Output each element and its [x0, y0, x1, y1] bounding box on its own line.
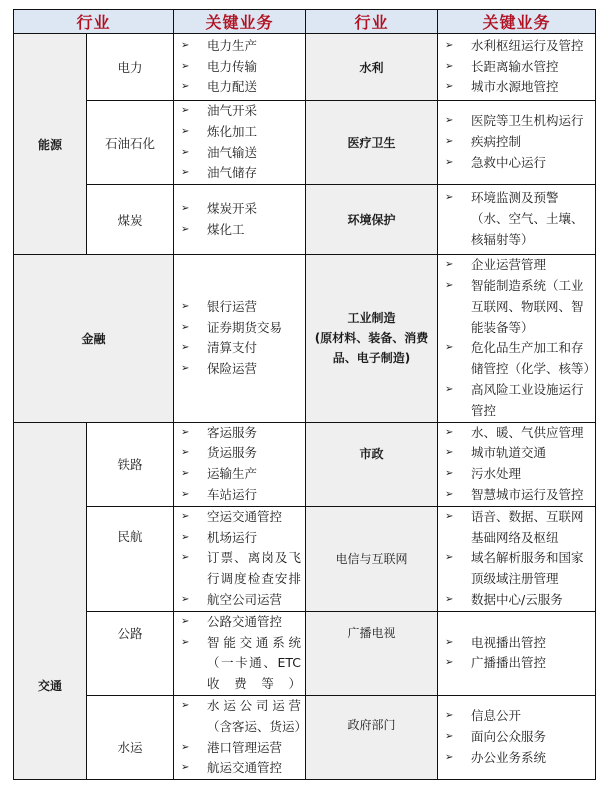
table-row — [14, 34, 596, 101]
list-item: ➢ 面向公众服务 — [438, 727, 595, 748]
list-item: ➢ 煤化工 — [174, 220, 305, 241]
list-item: ➢ 急救中心运行 — [438, 153, 595, 174]
list-item: ➢ 港口管理运营 — [174, 738, 305, 759]
industry-water-conservancy: 水利 — [306, 34, 438, 101]
bullet-arrow-icon: ➢ — [181, 167, 190, 179]
list-item: ➢ 证券期货交易 — [174, 318, 305, 339]
industry-healthcare: 医疗卫生 — [306, 101, 438, 185]
business-list — [174, 255, 306, 422]
bullet-arrow-icon: ➢ — [445, 115, 454, 127]
list-item: ➢ 智能交通系统（一卡通、ETC收费等） — [181, 634, 302, 692]
bullet-arrow-icon: ➢ — [445, 383, 454, 395]
bullet-arrow-icon: ➢ — [181, 202, 190, 214]
business-list — [438, 255, 596, 422]
list-item: ➢ 企业运营管理 — [438, 255, 595, 276]
bullet-arrow-icon: ➢ — [445, 447, 454, 459]
list-item: ➢ 订票、离岗及飞行调度检查安排 — [181, 550, 302, 587]
list-item: ➢ 高风险工业设施运行管控 — [445, 381, 584, 418]
bullet-arrow-icon: ➢ — [181, 510, 190, 522]
table-row — [14, 185, 596, 255]
table-row — [14, 422, 596, 506]
list-item: ➢ 疾病控制 — [438, 132, 595, 153]
bullet-arrow-icon: ➢ — [181, 342, 190, 354]
list-item: ➢ 炼化加工 — [174, 122, 305, 143]
bullet-arrow-icon: ➢ — [445, 60, 454, 72]
industry-environmental-protection: 环境保护 — [306, 185, 438, 255]
list-item: ➢ 保险运营 — [174, 359, 305, 380]
list-item: ➢ 银行运营 — [174, 297, 305, 318]
list-item: ➢ 油气储存 — [174, 163, 305, 184]
bullet-arrow-icon: ➢ — [445, 731, 454, 743]
header-row — [14, 10, 596, 34]
list-item: ➢ 车站运行 — [174, 485, 305, 506]
list-item: ➢ 航空公司运营 — [174, 590, 305, 611]
industry-manufacturing-label: 工业制造 — [347, 311, 396, 326]
bullet-arrow-icon: ➢ — [445, 39, 454, 51]
list-item: ➢ 办公业务系统 — [438, 748, 595, 769]
sub-industry-railway: 铁路 — [87, 422, 174, 506]
list-item: ➢ 数据中心/云服务 — [438, 590, 595, 611]
business-list — [174, 506, 306, 611]
business-list — [438, 611, 596, 695]
industry-energy: 能源 — [14, 34, 87, 255]
list-item: ➢ 油气输送 — [174, 143, 305, 164]
list-item: ➢ 电力传输 — [174, 57, 305, 78]
list-item: ➢ 危化品生产加工和存储管控（化学、核等） — [445, 340, 597, 377]
industry-finance: 金融 — [14, 255, 174, 422]
industry-municipal: 市政 — [306, 422, 438, 506]
bullet-arrow-icon: ➢ — [445, 156, 454, 168]
bullet-arrow-icon: ➢ — [181, 762, 190, 774]
sub-industry-civil-aviation: 民航 — [87, 506, 174, 611]
list-item: ➢ 智慧城市运行及管控 — [438, 485, 595, 506]
bullet-arrow-icon: ➢ — [181, 39, 190, 51]
table-row — [14, 506, 596, 611]
list-item: ➢ 医院等卫生机构运行 — [438, 111, 595, 132]
table-row — [14, 695, 596, 779]
business-list — [438, 185, 596, 255]
bullet-arrow-icon: ➢ — [181, 146, 190, 158]
bullet-arrow-icon: ➢ — [445, 136, 454, 148]
sub-industry-power: 电力 — [87, 34, 174, 101]
list-item: ➢ 污水处理 — [438, 464, 595, 485]
bullet-arrow-icon: ➢ — [181, 223, 190, 235]
list-item: ➢ 广播播出管控 — [438, 653, 595, 674]
industry-key-business-table — [13, 9, 596, 780]
sub-industry-coal: 煤炭 — [87, 185, 174, 255]
bullet-arrow-icon: ➢ — [181, 81, 190, 93]
business-list — [174, 422, 306, 506]
business-list — [438, 506, 596, 611]
bullet-arrow-icon: ➢ — [445, 593, 454, 605]
list-item: ➢ 油气开采 — [174, 101, 305, 122]
table-row — [14, 101, 596, 185]
bullet-arrow-icon: ➢ — [445, 426, 454, 438]
list-item: ➢ 公路交通管控 — [174, 612, 305, 633]
list-item: ➢ 运输生产 — [174, 464, 305, 485]
bullet-arrow-icon: ➢ — [181, 552, 190, 564]
list-item: ➢ 语音、数据、互联网基础网络及枢纽 — [445, 508, 584, 545]
bullet-arrow-icon: ➢ — [181, 636, 190, 648]
bullet-arrow-icon: ➢ — [181, 105, 190, 116]
list-item: ➢ 电力配送 — [174, 77, 305, 98]
list-item: ➢ 环境监测及预警（水、空气、土壤、核辐射等） — [445, 190, 584, 248]
list-item: ➢ 水、暖、气供应管理 — [438, 423, 595, 444]
business-list — [438, 422, 596, 506]
bullet-arrow-icon: ➢ — [181, 741, 190, 753]
industry-telecom-internet: 电信与互联网 — [306, 506, 438, 611]
business-list — [174, 101, 306, 185]
list-item: ➢ 域名解析服务和国家顶级域注册管理 — [445, 550, 584, 587]
list-item: ➢ 煤炭开采 — [174, 199, 305, 220]
sub-industry-highway: 公路 — [87, 611, 174, 695]
business-list — [174, 34, 306, 101]
header-business-right: 关键业务 — [438, 10, 596, 34]
list-item: ➢ 清算支付 — [174, 338, 305, 359]
bullet-arrow-icon: ➢ — [181, 593, 190, 605]
industry-transport: 交通 — [14, 422, 87, 780]
list-item: ➢ 电视播出管控 — [438, 633, 595, 654]
table-row — [14, 255, 596, 422]
bullet-arrow-icon: ➢ — [181, 321, 190, 333]
list-item: ➢ 信息公开 — [438, 706, 595, 727]
list-item: ➢ 航运交通管控 — [174, 758, 305, 779]
bullet-arrow-icon: ➢ — [181, 426, 190, 438]
list-item: ➢ 水利枢纽运行及管控 — [438, 36, 595, 57]
bullet-arrow-icon: ➢ — [181, 531, 190, 543]
business-list — [174, 695, 306, 779]
list-item: ➢ 水运公司运营（含客运、货运） — [181, 697, 308, 734]
bullet-arrow-icon: ➢ — [181, 125, 190, 137]
header-business-left: 关键业务 — [174, 10, 306, 34]
table-row — [14, 611, 596, 695]
list-item: ➢ 机场运行 — [174, 528, 305, 549]
bullet-arrow-icon: ➢ — [445, 259, 454, 271]
bullet-arrow-icon: ➢ — [445, 510, 454, 522]
industry-manufacturing — [306, 255, 438, 422]
header-industry-right: 行业 — [306, 10, 438, 34]
industry-government: 政府部门 — [306, 695, 438, 779]
bullet-arrow-icon: ➢ — [445, 192, 454, 204]
sub-industry-waterway: 水运 — [87, 695, 174, 779]
bullet-arrow-icon: ➢ — [181, 468, 190, 480]
bullet-arrow-icon: ➢ — [445, 636, 454, 648]
bullet-arrow-icon: ➢ — [445, 488, 454, 500]
list-item: ➢ 电力生产 — [174, 36, 305, 57]
bullet-arrow-icon: ➢ — [445, 710, 454, 722]
bullet-arrow-icon: ➢ — [445, 657, 454, 669]
sub-industry-petrochemical: 石油石化 — [87, 101, 174, 185]
bullet-arrow-icon: ➢ — [445, 468, 454, 480]
header-industry-left: 行业 — [14, 10, 174, 34]
business-list — [438, 34, 596, 101]
business-list — [174, 185, 306, 255]
bullet-arrow-icon: ➢ — [181, 300, 190, 312]
bullet-arrow-icon: ➢ — [445, 751, 454, 763]
industry-broadcasting: 广播电视 — [306, 611, 438, 695]
bullet-arrow-icon: ➢ — [445, 279, 454, 291]
bullet-arrow-icon: ➢ — [181, 699, 190, 711]
bullet-arrow-icon: ➢ — [181, 488, 190, 500]
business-list — [174, 611, 306, 695]
list-item: ➢ 货运服务 — [174, 443, 305, 464]
bullet-arrow-icon: ➢ — [181, 60, 190, 72]
industry-manufacturing-sublabel: (原材料、装备、消费品、电子制造) — [314, 331, 429, 366]
business-list — [438, 695, 596, 779]
list-item: ➢ 城市轨道交通 — [438, 443, 595, 464]
bullet-arrow-icon: ➢ — [181, 615, 190, 627]
list-item: ➢ 客运服务 — [174, 423, 305, 444]
bullet-arrow-icon: ➢ — [181, 447, 190, 459]
bullet-arrow-icon: ➢ — [445, 81, 454, 93]
list-item: ➢ 智能制造系统（工业互联网、物联网、智能装备等） — [445, 277, 584, 335]
bullet-arrow-icon: ➢ — [445, 342, 454, 354]
bullet-arrow-icon: ➢ — [445, 552, 454, 564]
bullet-arrow-icon: ➢ — [181, 363, 190, 375]
business-list — [438, 101, 596, 185]
list-item: ➢ 空运交通管控 — [174, 507, 305, 528]
list-item: ➢ 长距离输水管控 — [438, 57, 595, 78]
list-item: ➢ 城市水源地管控 — [438, 77, 595, 98]
